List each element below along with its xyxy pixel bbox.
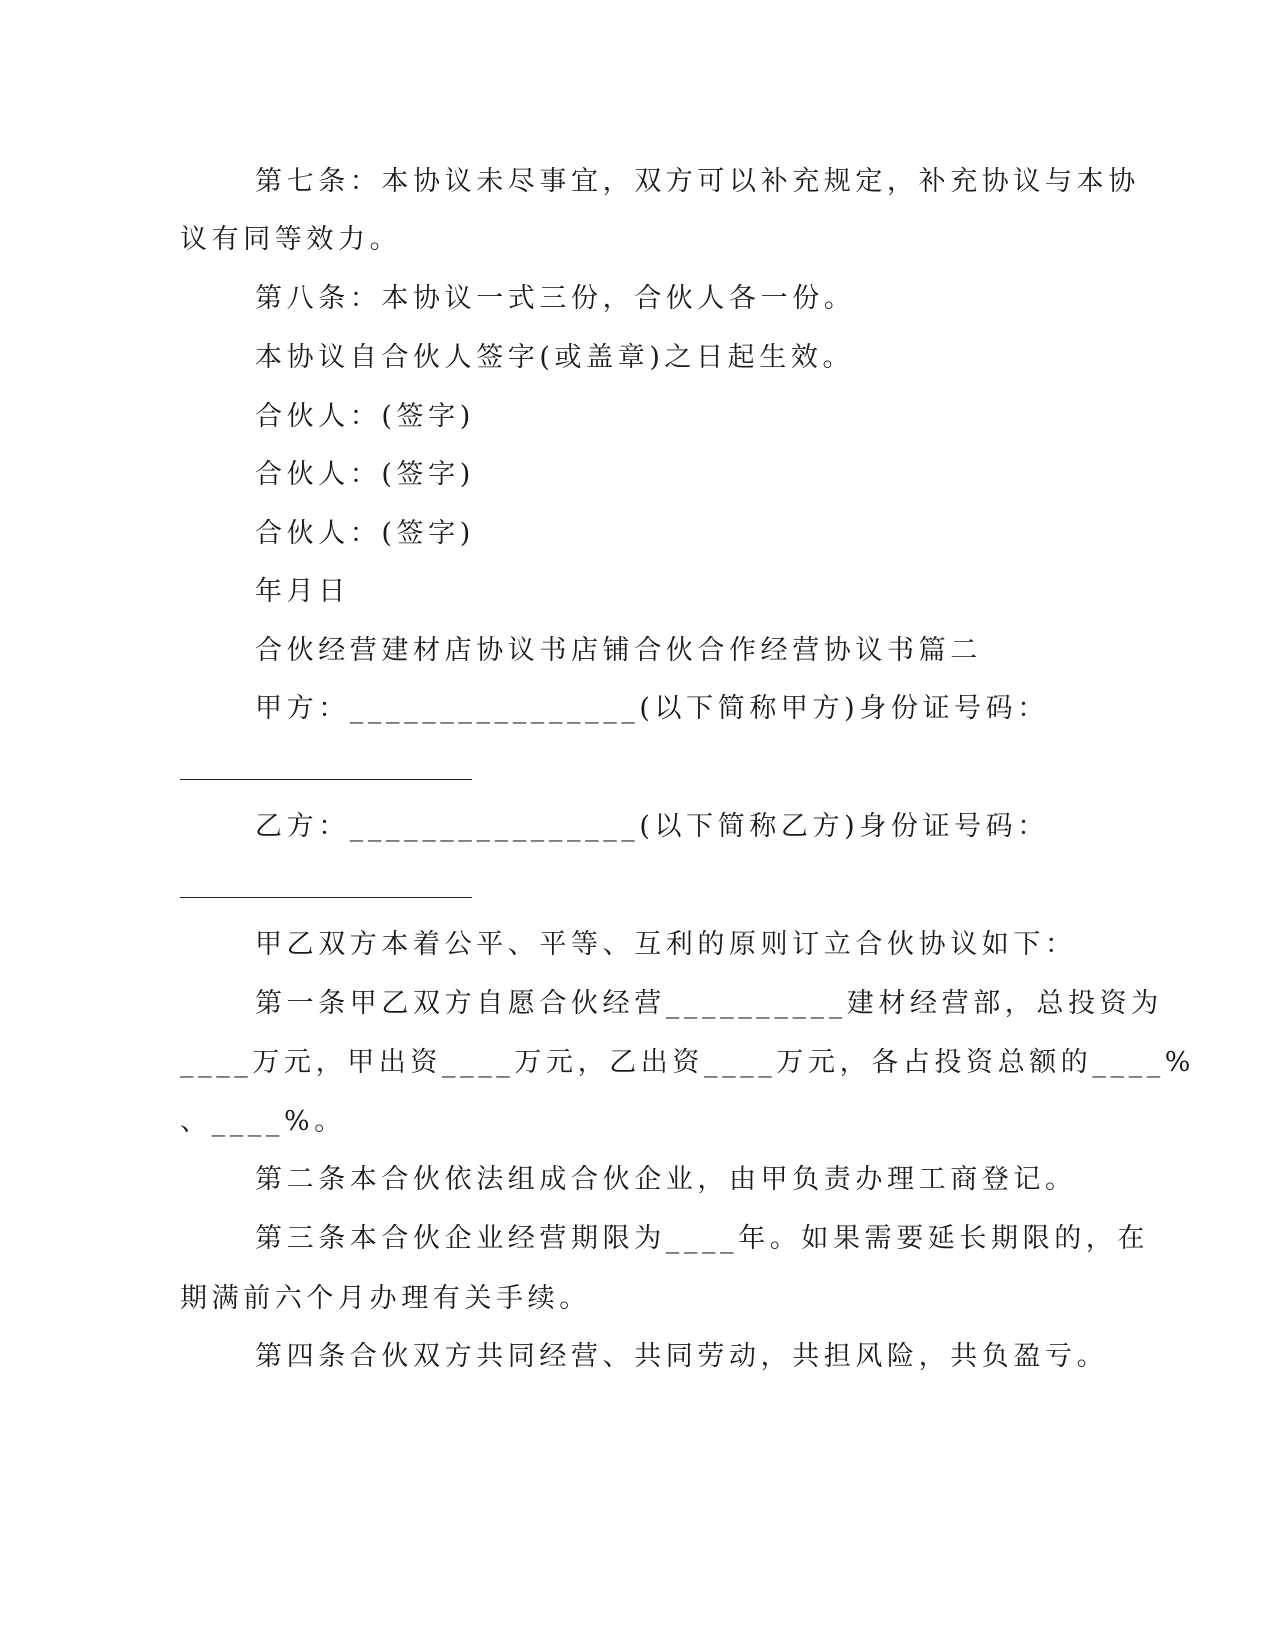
article-7-line-1: 第七条：本协议未尽事宜，双方可以补充规定，补充协议与本协 [255,166,1140,197]
principles-intro: 甲乙双方本着公平、平等、互利的原则订立合伙协议如下： [255,929,1077,960]
party-b-line: 乙方：________________(以下简称乙方)身份证号码： [255,811,1049,842]
article-7-line-2: 议有同等效力。 [180,224,402,255]
party-a-id-blank [180,779,472,780]
date-line: 年月日 [255,576,350,607]
effective-clause: 本协议自合伙人签字(或盖章)之日起生效。 [255,342,855,373]
article-3-line-2: 期满前六个月办理有关手续。 [180,1283,591,1314]
article-1-line-1: 第一条甲乙双方自愿合伙经营__________建材经营部，总投资为 [255,988,1163,1019]
article-1-line-3: 、____%。 [180,1106,346,1137]
article-4: 第四条合伙双方共同经营、共同劳动，共担风险，共负盈亏。 [255,1341,1109,1372]
partner-signature-2: 合伙人：(签字) [255,459,475,490]
article-2: 第二条本合伙依法组成合伙企业，由甲负责办理工商登记。 [255,1164,1077,1195]
article-8: 第八条：本协议一式三份，合伙人各一份。 [255,283,856,314]
article-1-line-2: ____万元，甲出资____万元，乙出资____万元，各占投资总额的____% [180,1047,1196,1078]
party-a-line: 甲方：________________(以下简称甲方)身份证号码： [255,693,1049,724]
article-3-line-1: 第三条本合伙企业经营期限为____年。如果需要延长期限的，在 [255,1223,1149,1254]
section-title-2: 合伙经营建材店协议书店铺合伙合作经营协议书篇二 [255,635,982,666]
partner-signature-1: 合伙人：(签字) [255,401,475,432]
party-b-id-blank [180,897,472,898]
partner-signature-3: 合伙人：(签字) [255,518,475,549]
